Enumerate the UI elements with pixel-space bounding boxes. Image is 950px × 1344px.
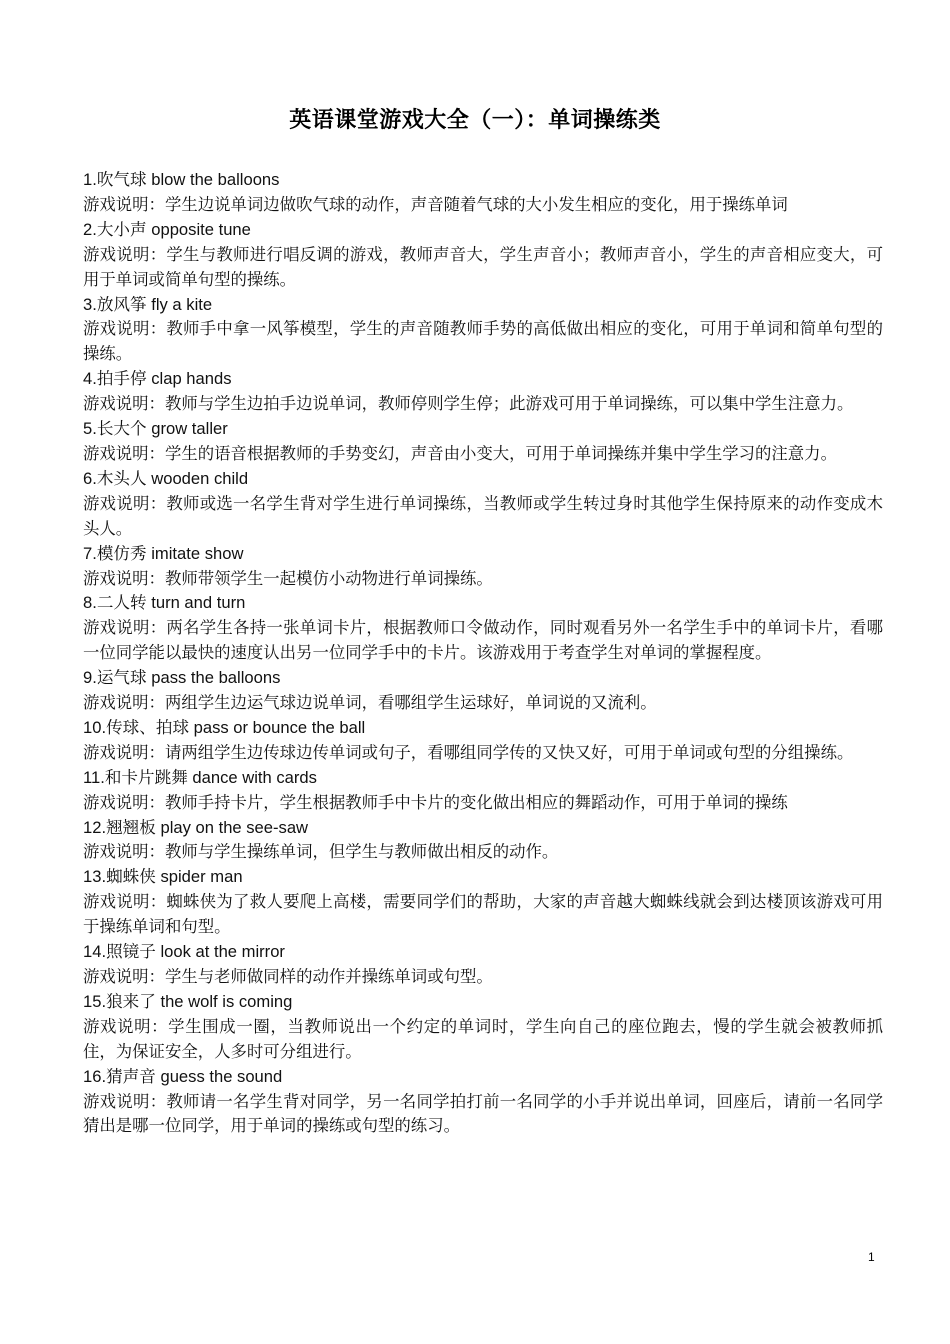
game-item bbox=[83, 417, 883, 467]
game-item bbox=[83, 1065, 883, 1140]
game-heading: 8.二人转 turn and turn bbox=[83, 593, 246, 613]
game-item bbox=[83, 990, 883, 1065]
game-description: 游戏说明：学生的语音根据教师的手势变幻，声音由小变大，可用于单词操练并集中学生学习的注意力。 bbox=[83, 443, 837, 463]
game-heading: 12.翘翘板 play on the see-saw bbox=[83, 817, 309, 837]
game-heading: 9.运气球 pass the balloons bbox=[83, 668, 281, 688]
game-item bbox=[83, 816, 883, 866]
game-item bbox=[83, 766, 883, 816]
page-title: 英语课堂游戏大全（一）：单词操练类 bbox=[289, 108, 661, 133]
game-description: 游戏说明：请两组学生边传球边传单词或句子，看哪组同学传的又快又好，可用于单词或句型的分组操练。 bbox=[83, 742, 854, 762]
game-item bbox=[83, 367, 883, 417]
game-description: 游戏说明：两组学生边运气球边说单词，看哪组学生运球好，单词说的又流利。 bbox=[83, 693, 657, 713]
game-item bbox=[83, 467, 883, 542]
game-description: 游戏说明：教师手持卡片，学生根据教师手中卡片的变化做出相应的舞蹈动作，可用于单词的操练 bbox=[83, 792, 788, 812]
game-heading: 14.照镜子 look at the mirror bbox=[83, 942, 285, 962]
game-heading: 15.狼来了 the wolf is coming bbox=[83, 991, 293, 1011]
game-description: 游戏说明：两名学生各持一张单词卡片，根据教师口令做动作，同时观看另外一名学生手中的单词卡片，看哪一位同学能以最快的速度认出另一位同学手中的卡片。该游戏用于考查学生对单词的掌握程度。 bbox=[83, 618, 883, 663]
game-heading: 10.传球、拍球 pass or bounce the ball bbox=[83, 717, 366, 737]
game-item bbox=[83, 168, 883, 218]
game-description: 游戏说明：蜘蛛侠为了救人要爬上高楼，需要同学们的帮助，大家的声音越大蜘蛛线就会到达楼顶该游戏可用于操练单词和句型。 bbox=[83, 892, 883, 937]
game-heading: 6.木头人 wooden child bbox=[83, 468, 249, 488]
game-description: 游戏说明：教师与学生边拍手边说单词，教师停则学生停；此游戏可用于单词操练，可以集中学生注意力。 bbox=[83, 394, 854, 414]
game-description: 游戏说明：教师与学生操练单词，但学生与教师做出相反的动作。 bbox=[83, 842, 559, 862]
game-item bbox=[83, 865, 883, 940]
game-item bbox=[83, 716, 883, 766]
game-item bbox=[83, 293, 883, 368]
game-heading: 3.放风筝 fly a kite bbox=[83, 294, 213, 314]
game-description: 游戏说明：学生与老师做同样的动作并操练单词或句型。 bbox=[83, 967, 493, 986]
game-heading: 11.和卡片跳舞 dance with cards bbox=[83, 767, 317, 787]
game-item bbox=[83, 940, 883, 990]
game-list bbox=[83, 168, 883, 1139]
game-description: 游戏说明：教师或选一名学生背对学生进行单词操练，当教师或学生转过身时其他学生保持原来的动作变成木头人。 bbox=[83, 493, 883, 538]
game-description: 游戏说明：学生与教师进行唱反调的游戏，教师声音大，学生声音小；教师声音小，学生的声音相应变大，可用于单词或简单句型的操练。 bbox=[83, 244, 883, 289]
game-heading: 7.模仿秀 imitate show bbox=[83, 543, 244, 563]
game-heading: 4.拍手停 clap hands bbox=[83, 369, 232, 389]
game-item bbox=[83, 542, 883, 592]
game-item bbox=[83, 591, 883, 666]
page-number: 1 bbox=[868, 1250, 875, 1264]
game-description: 游戏说明：教师手中拿一风筝模型，学生的声音随教师手势的高低做出相应的变化，可用于单词和简单句型的操练。 bbox=[83, 319, 883, 364]
game-heading: 5.长大个 grow taller bbox=[83, 419, 228, 439]
game-heading: 1.吹气球 blow the balloons bbox=[83, 170, 280, 189]
game-item bbox=[83, 666, 883, 716]
game-description: 游戏说明：学生边说单词边做吹气球的动作，声音随着气球的大小发生相应的变化，用于操练单词 bbox=[83, 194, 788, 214]
game-description: 游戏说明：教师请一名学生背对同学，另一名同学拍打前一名同学的小手并说出单词，回座后，请前一名同学猜出是哪一位同学，用于单词的操练或句型的练习。 bbox=[83, 1091, 883, 1136]
game-description: 游戏说明：教师带领学生一起模仿小动物进行单词操练。 bbox=[83, 568, 493, 588]
game-item bbox=[83, 218, 883, 293]
game-heading: 16.猜声音 guess the sound bbox=[83, 1066, 283, 1086]
game-description: 游戏说明：学生围成一圈，当教师说出一个约定的单词时，学生向自己的座位跑去，慢的学生就会被教师抓住，为保证安全，人多时可分组进行。 bbox=[83, 1016, 883, 1061]
game-heading: 2.大小声 opposite tune bbox=[83, 219, 251, 239]
game-heading: 13.蜘蛛侠 spider man bbox=[83, 867, 243, 887]
